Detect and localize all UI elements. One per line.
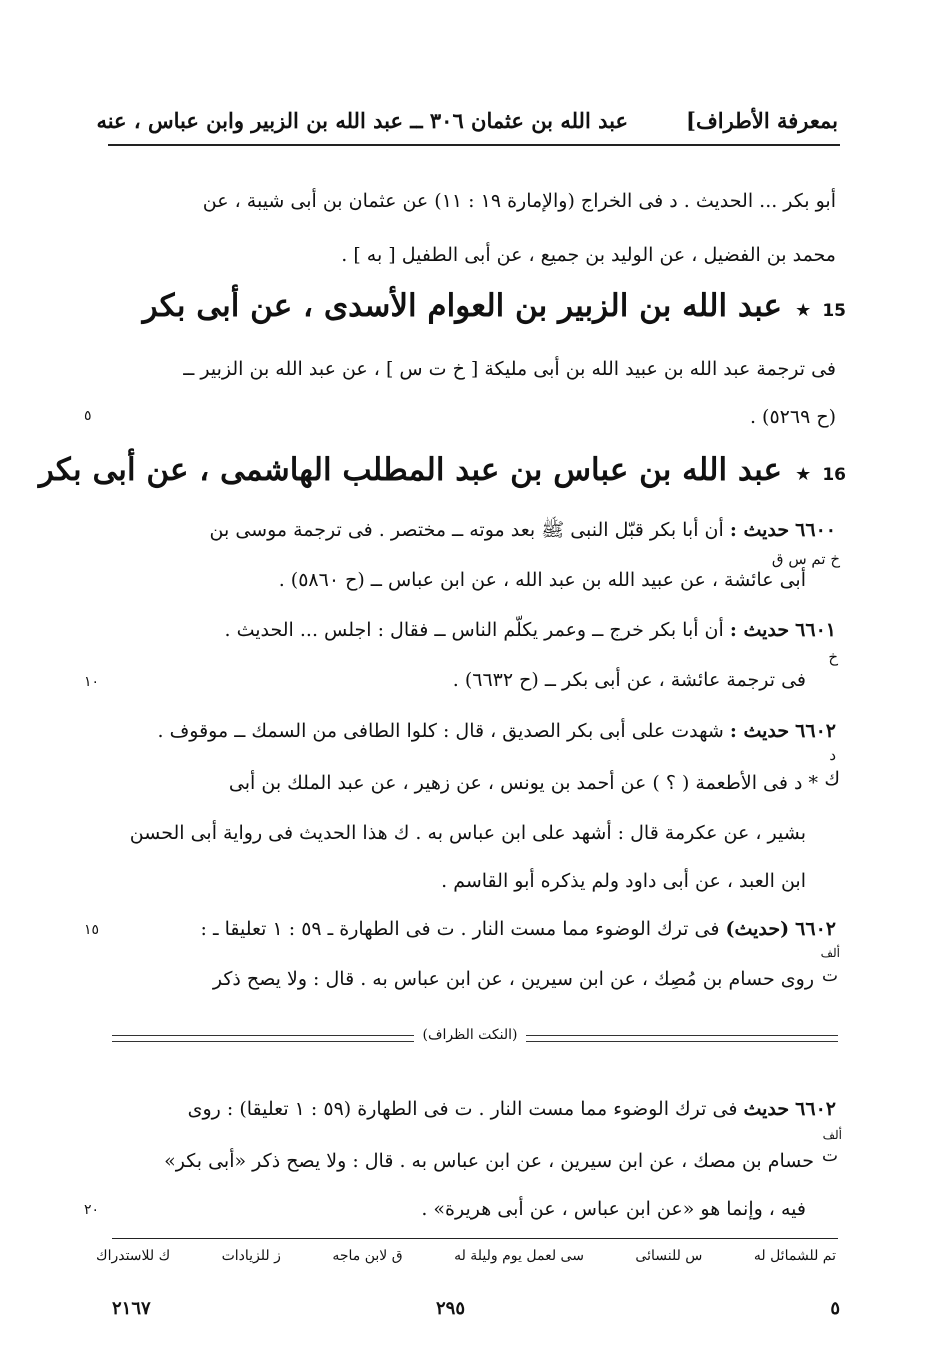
footer-abbreviations bbox=[96, 1248, 836, 1264]
hadith-text: شهدت على أبى بكر الصديق ، قال : كلوا الطافى من السمك ــ موقوف . bbox=[157, 720, 724, 742]
hadith-6602-line-3: بشير ، عن عكرمة قال : أشهد على ابن عباس به . ك هذا الحديث فى رواية أبى الحسن bbox=[129, 822, 806, 844]
intro-line-1: أبو بكر ... الحديث . د فى الخراج (والإمارة ١٩ : ١١) عن عثمان بن أبى شيبة ، عن bbox=[202, 190, 836, 212]
page-number: ٢٩٥ bbox=[436, 1298, 466, 1319]
nukat-text: فى ترك الوضوء مما مست النار . ت فى الطهارة (٥٩ : ١ تعليقا) : روى bbox=[187, 1098, 738, 1120]
hadith-6600-line-2: أبى عائشة ، عن عبيد الله بن عبد الله ، عن ابن عباس ــ (ح ٥٨٦٠) . bbox=[278, 569, 806, 591]
hadith-number: ٦٦٠١ bbox=[795, 619, 836, 641]
hadith-text: أن أبا بكر قبّل النبى ﷺ بعد موته ــ مختصر . فى ترجمة موسى بن bbox=[209, 519, 724, 541]
footer-left-number: ٢١٦٧ bbox=[112, 1298, 151, 1319]
entry-number: 16 bbox=[822, 465, 846, 485]
sigla: خ bbox=[828, 648, 838, 666]
hadith-6602-line-4: ابن العبد ، عن أبى داود ولم يذكره أبو القاسم . bbox=[441, 870, 806, 892]
hadith-6602-line-2: * د فى الأطعمة ( ؟ ) عن أحمد بن يونس ، عن زهير ، عن عبد الملك بن أبى bbox=[228, 772, 818, 794]
hadith-text: أن أبا بكر خرج ــ وعمر يكلّم الناس ــ فقال : اجلس ... الحديث . bbox=[224, 619, 724, 641]
nukat-line-2: حسام بن مصك ، عن ابن سيرين ، عن ابن عباس به . قال : ولا يصح ذكر «أبى بكر» bbox=[164, 1150, 814, 1172]
margin-number: ٥ bbox=[84, 408, 92, 424]
entry-15-heading bbox=[143, 288, 846, 324]
nukat-line-3: فيه ، وإنما هو «عن ابن عباس ، عن أبى هريرة» . bbox=[421, 1198, 806, 1220]
sigla: ت bbox=[821, 966, 838, 986]
sigla: خ تم س ق bbox=[771, 550, 840, 568]
entry-16-heading bbox=[39, 452, 846, 488]
header-right-text: بمعرفة الأطراف] bbox=[686, 108, 838, 133]
hadith-6601-line-2: فى ترجمة عائشة ، عن أبى بكر ــ (ح ٦٦٣٢) . bbox=[452, 669, 806, 691]
hadith-6602a-line-2: روى حسام بن مُصِك ، عن ابن سيرين ، عن ابن عباس به . قال : ولا يصح ذكر bbox=[212, 968, 814, 990]
hadith-number: ٦٦٠٢ bbox=[795, 720, 836, 742]
margin-number: ١٥ bbox=[84, 922, 100, 938]
entry-15-line-2: (ح ٥٢٦٩) . bbox=[749, 406, 836, 428]
header-rule bbox=[108, 144, 840, 146]
hadith-label: حديث : bbox=[729, 519, 790, 541]
header-left-text: عبد الله بن عثمان ٣٠٦ ــ عبد الله بن الزبير وابن عباس ، عنه bbox=[96, 108, 628, 133]
sigla: د bbox=[829, 746, 836, 764]
divider-label bbox=[380, 1027, 560, 1043]
footer-rule bbox=[112, 1238, 838, 1239]
sigla: ت bbox=[821, 1146, 838, 1166]
divider-label-text: (النكت الظراف) bbox=[414, 1027, 525, 1043]
intro-line-2: محمد بن الفضيل ، عن الوليد بن جميع ، عن أبى الطفيل [ به ] . bbox=[341, 244, 836, 266]
sigla: ك bbox=[824, 768, 840, 790]
nukat-label: حديث bbox=[743, 1098, 790, 1120]
footer-abbr-item: ق لابن ماجه bbox=[332, 1248, 403, 1264]
sigla: ألف bbox=[820, 946, 840, 960]
hadith-6600-line-1 bbox=[86, 515, 836, 545]
margin-number: ١٠ bbox=[84, 674, 100, 690]
footer-abbr-item: تم للشمائل له bbox=[753, 1248, 836, 1264]
sigla: ألف bbox=[822, 1128, 842, 1142]
margin-number: ٢٠ bbox=[84, 1202, 100, 1218]
hadith-6602-line-1 bbox=[86, 716, 836, 746]
nukat-number: ٦٦٠٢ bbox=[795, 1098, 836, 1120]
footer-abbr-item: ز للزيادات bbox=[221, 1248, 281, 1264]
hadith-6601-line-1 bbox=[86, 615, 836, 645]
hadith-label: حديث : bbox=[729, 619, 790, 641]
footer-abbr-item: س للنسائى bbox=[635, 1248, 703, 1264]
hadith-number: ٦٦٠٠ bbox=[795, 519, 836, 541]
entry-15-line-1: فى ترجمة عبد الله بن عبيد الله بن أبى مليكة [ خ ت س ] ، عن عبد الله بن الزبير ــ bbox=[183, 358, 836, 380]
nukat-line-1 bbox=[86, 1094, 836, 1124]
hadith-text: فى ترك الوضوء مما مست النار . ت فى الطهارة ـ ٥٩ : ١ تعليقا ـ : bbox=[200, 918, 720, 940]
hadith-6602a-line-1 bbox=[86, 914, 836, 944]
entry-title: عبد الله بن الزبير بن العوام الأسدى ، عن أبى بكر bbox=[142, 288, 782, 324]
star-icon: ★ bbox=[795, 300, 812, 321]
entry-number: 15 bbox=[822, 301, 846, 321]
hadith-number: ٦٦٠٢ bbox=[795, 918, 836, 940]
star-icon: ★ bbox=[795, 464, 812, 485]
footer-right-number: ٥ bbox=[830, 1298, 840, 1319]
entry-title: عبد الله بن عباس بن عبد المطلب الهاشمى ، عن أبى بكر bbox=[38, 452, 782, 488]
footer-abbr-item: سى لعمل يوم وليلة له bbox=[454, 1248, 584, 1264]
hadith-label: حديث : bbox=[729, 720, 790, 742]
hadith-label: (حديث) bbox=[725, 918, 790, 940]
footer-abbr-item: ك للاستدراك bbox=[96, 1248, 171, 1264]
